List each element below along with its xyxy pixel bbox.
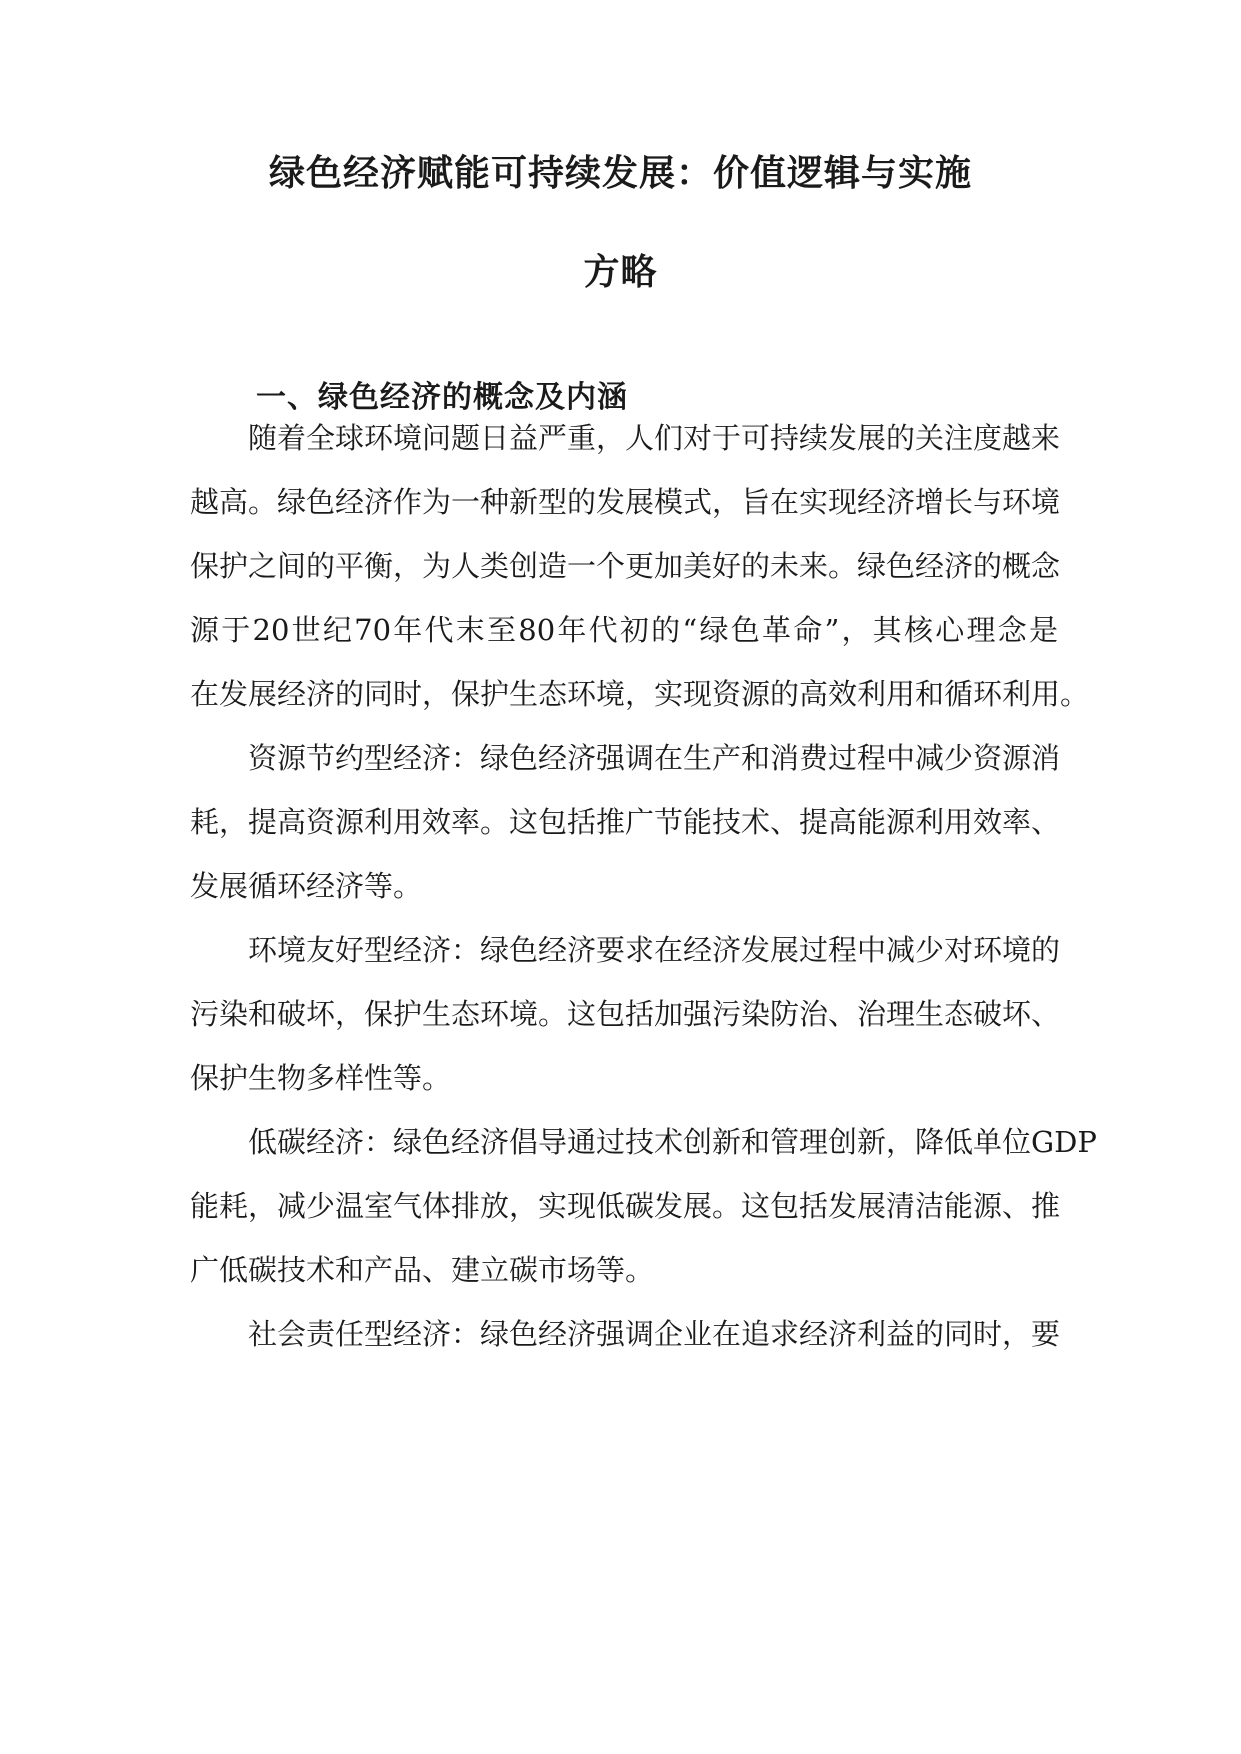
document-title-line-2: 方略: [583, 252, 658, 293]
paragraph-4-line-1: 低碳经济：绿色经济倡导通过技术创新和管理创新，降低单位GDP: [248, 1125, 1097, 1159]
paragraph-2-line-3: 发展循环经济等。: [190, 869, 423, 903]
paragraph-2-line-1: 资源节约型经济：绿色经济强调在生产和消费过程中减少资源消: [248, 741, 1061, 775]
paragraph-3-line-2: 污染和破坏，保护生态环境。这包括加强污染防治、治理生态破坏、: [190, 997, 1061, 1031]
paragraph-5-line-1: 社会责任型经济：绿色经济强调企业在追求经济利益的同时，要: [248, 1317, 1061, 1351]
paragraph-1-line-4: 源于20世纪70年代末至80年代初的“绿色革命”，其核心理念是: [190, 613, 1058, 647]
paragraph-1-line-5: 在发展经济的同时，保护生态环境，实现资源的高效利用和循环利用。: [190, 677, 1090, 711]
section-heading: 一、绿色经济的概念及内涵: [256, 380, 628, 415]
paragraph-1-line-1: 随着全球环境问题日益严重，人们对于可持续发展的关注度越来: [248, 421, 1061, 455]
paragraph-1-line-3: 保护之间的平衡，为人类创造一个更加美好的未来。绿色经济的概念: [190, 549, 1061, 583]
paragraph-2-line-2: 耗，提高资源利用效率。这包括推广节能技术、提高能源利用效率、: [190, 805, 1061, 839]
document-title-line-1: 绿色经济赋能可持续发展：价值逻辑与实施: [268, 153, 972, 194]
paragraph-4-line-3: 广低碳技术和产品、建立碳市场等。: [190, 1253, 655, 1287]
paragraph-3-line-3: 保护生物多样性等。: [190, 1061, 452, 1095]
paragraph-1-line-2: 越高。绿色经济作为一种新型的发展模式，旨在实现经济增长与环境: [190, 485, 1061, 519]
paragraph-3-line-1: 环境友好型经济：绿色经济要求在经济发展过程中减少对环境的: [248, 933, 1061, 967]
paragraph-4-line-2: 能耗，减少温室气体排放，实现低碳发展。这包括发展清洁能源、推: [190, 1189, 1061, 1223]
